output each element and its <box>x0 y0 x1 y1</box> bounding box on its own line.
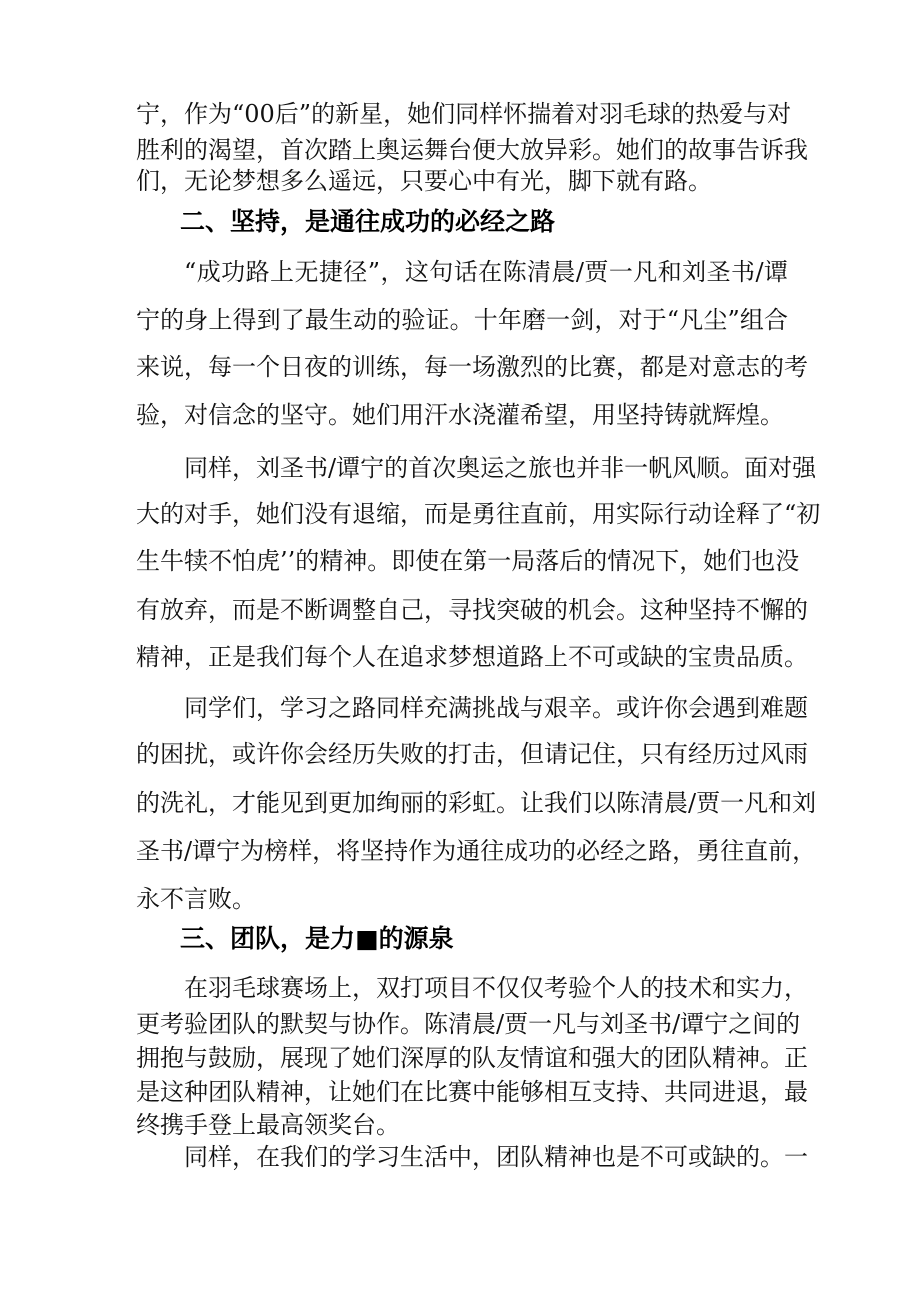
text-line: 是这种团队精神，让她们在比赛中能够相互支持、共同进退，最 <box>136 1078 808 1106</box>
text-line: 同学们，学习之路同样充满挑战与艰辛。或许你会遇到难题 <box>184 694 808 722</box>
text-line: “成功路上无捷径”，这句话在陈清晨/贾一凡和刘圣书/谭 <box>184 258 788 286</box>
text-line: 拥抱与鼓励，展现了她们深厚的队友情谊和强大的团队精神。正 <box>136 1044 808 1072</box>
text-line: 宁的身上得到了最生动的验证。十年磨一剑，对于“凡尘”组合 <box>136 306 788 334</box>
section-heading: 三、团队，是力■的源泉 <box>180 924 454 953</box>
text-line: 大的对手，她们没有退缩，而是勇往直前，用实际行动诠释了“初 <box>136 500 821 528</box>
text-line: 的困扰，或许你会经历失败的打击，但请记住，只有经历过风雨 <box>136 740 808 768</box>
text-line: 永不言败。 <box>136 885 256 913</box>
text-line: 们，无论梦想多么遥远，只要心中有光，脚下就有路。 <box>136 167 712 195</box>
text-line: 宁，作为“00后”的新星，她们同样怀揣着对羽毛球的热爱与对 <box>136 100 792 128</box>
text-line: 的洗礼，才能见到更加绚丽的彩虹。让我们以陈清晨/贾一凡和刘 <box>136 789 817 817</box>
text-line: 同样，刘圣书/谭宁的首次奥运之旅也并非一帆风顺。面对强 <box>184 454 817 482</box>
text-line: 有放弃，而是不断调整自己，寻找突破的机会。这种坚持不懈的 <box>136 596 808 624</box>
text-line: 胜利的渴望，首次踏上奥运舞台便大放异彩。她们的故事告诉我 <box>136 136 808 164</box>
text-line: 圣书/谭宁为榜样，将坚持作为通往成功的必经之路，勇往直前， <box>136 837 817 865</box>
text-line: 精神，正是我们每个人在追求梦想道路上不可或缺的宝贵品质。 <box>136 643 808 671</box>
text-line: 同样，在我们的学习生活中，团队精神也是不可或缺的。一 <box>184 1143 808 1171</box>
text-line: 验，对信念的坚守。她们用汗水浇灌希望，用坚持铸就辉煌。 <box>136 401 784 429</box>
text-line: 终携手登上最高领奖台。 <box>136 1111 400 1139</box>
section-heading: 二、坚持，是通往成功的必经之路 <box>180 207 556 236</box>
text-line: 在羽毛球赛场上，双打项目不仅仅考验个人的技术和实力， <box>184 974 808 1002</box>
text-line: 生牛犊不怕虎’’的精神。即使在第一局落后的情况下，她们也没 <box>136 547 800 575</box>
text-line: 来说，每一个日夜的训练，每一场激烈的比赛，都是对意志的考 <box>136 353 808 381</box>
text-line: 更考验团队的默契与协作。陈清晨/贾一凡与刘圣书/谭宁之间的 <box>136 1010 801 1038</box>
